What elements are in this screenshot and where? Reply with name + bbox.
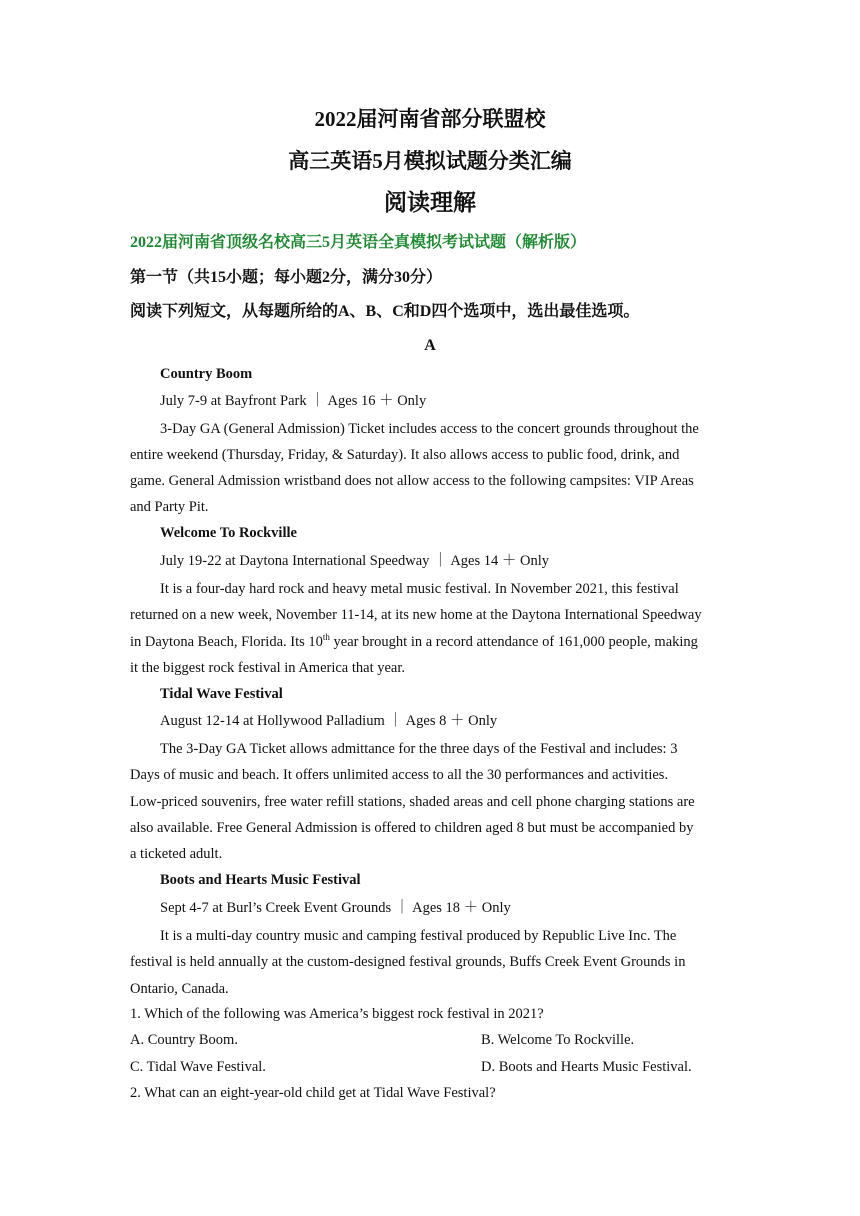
festival-info: July 7-9 at Bayfront Park ｜ Ages 16 ＋ Only — [160, 393, 427, 409]
part-label: A — [424, 337, 436, 354]
superscript: th — [322, 632, 330, 642]
festival-info: August 12-14 at Hollywood Palladium ｜ Ages 8 ＋ Only — [160, 713, 498, 729]
festival-text-line: it the biggest rock festival in America that year. — [130, 660, 406, 676]
question-stem: 2. What can an eight-year-old child get at Tidal Wave Festival? — [130, 1085, 496, 1101]
festival-text-line: a ticketed adult. — [130, 846, 223, 862]
answer-option: C. Tidal Wave Festival. — [130, 1059, 266, 1075]
festival-name: Boots and Hearts Music Festival — [160, 872, 361, 888]
festival-text-line: festival is held annually at the custom-designed festival grounds, Buffs Creek Event Grounds in — [130, 954, 686, 970]
answer-option: B. Welcome To Rockville. — [481, 1032, 635, 1048]
festival-name: Country Boom — [160, 366, 253, 382]
answer-option: A. Country Boom. — [130, 1032, 238, 1048]
festival-text-line: 3-Day GA (General Admission) Ticket includes access to the concert grounds throughout the — [160, 421, 699, 437]
festival-text-line: Ontario, Canada. — [130, 981, 229, 997]
doc-title-line3: 阅读理解 — [384, 190, 476, 215]
festival-text-line: entire weekend (Thursday, Friday, & Saturday). It also allows access to public food, drink, and — [130, 447, 680, 463]
festival-info: July 19-22 at Daytona International Speedway ｜ Ages 14 ＋ Only — [160, 553, 550, 569]
festival-name: Tidal Wave Festival — [160, 686, 283, 702]
question-stem: 1. Which of the following was America’s biggest rock festival in 2021? — [130, 1006, 544, 1022]
festival-text-line: The 3-Day GA Ticket allows admittance for the three days of the Festival and includes: 3 — [160, 741, 678, 757]
doc-title-line2: 高三英语5月模拟试题分类汇编 — [288, 149, 572, 173]
festival-text-line: also available. Free General Admission is offered to children aged 8 but must be accompanied by — [130, 820, 694, 836]
text-segment: in Daytona Beach, Florida. Its 10 — [130, 634, 323, 650]
festival-text-line: and Party Pit. — [130, 499, 209, 515]
section-heading: 第一节（共15小题；每小题2分，满分30分） — [130, 269, 443, 286]
festival-text-line: returned on a new week, November 11-14, at its new home at the Daytona International Speedway — [130, 607, 702, 623]
festival-text-line: Low-priced souvenirs, free water refill stations, shaded areas and cell phone charging stations are — [130, 794, 695, 810]
festival-text-line: It is a multi-day country music and camping festival produced by Republic Live Inc. The — [160, 928, 677, 944]
source-heading: 2022届河南省顶级名校高三5月英语全真模拟考试试题（解析版） — [130, 234, 587, 251]
festival-name: Welcome To Rockville — [160, 525, 297, 541]
doc-title-line1: 2022届河南省部分联盟校 — [314, 107, 546, 131]
answer-option: D. Boots and Hearts Music Festival. — [481, 1059, 692, 1075]
festival-text-line: Days of music and beach. It offers unlimited access to all the 30 performances and activities. — [130, 767, 669, 783]
text-segment: year brought in a record attendance of 161,000 people, making — [329, 634, 698, 650]
festival-text-line: It is a four-day hard rock and heavy metal music festival. In November 2021, this festival — [160, 581, 679, 597]
festival-text-line: game. General Admission wristband does not allow access to the following campsites: VIP Areas — [130, 473, 694, 489]
instruction-text: 阅读下列短文，从每题所给的A、B、C和D四个选项中，选出最佳选项。 — [130, 303, 640, 320]
festival-info: Sept 4-7 at Burl’s Creek Event Grounds ｜ Ages 18 ＋ Only — [160, 900, 511, 916]
festival-text-line — [130, 632, 698, 652]
